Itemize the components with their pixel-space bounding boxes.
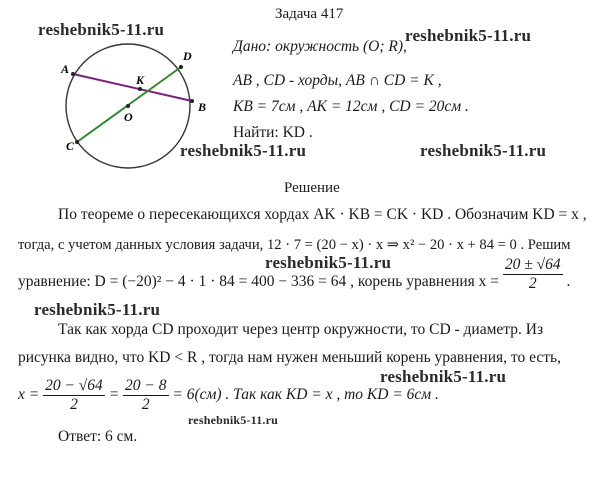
- solution-p2-line2: рисунка видно, что KD < R , тогда нам нужен меньший корень уравнения, то есть,: [18, 349, 561, 366]
- roots-fraction: [503, 256, 563, 293]
- label-a: A: [61, 62, 70, 76]
- conclusion-text: = 6(см) . Так как KD = x , то KD = 6см .: [172, 386, 439, 404]
- given-line-3: KB = 7см , AK = 12см , CD = 20см .: [233, 98, 469, 115]
- watermark: reshebnik5-11.ru: [188, 413, 278, 427]
- simplified-fraction-den: 2: [141, 396, 150, 413]
- simplified-fraction-num: 20 − 8: [125, 377, 167, 394]
- small-root-fraction-den: 2: [70, 396, 78, 413]
- roots-fraction-num: 20 ± √64: [504, 256, 561, 273]
- point-c: [75, 140, 79, 144]
- discriminant-text: уравнение: D = (−20)² − 4 · 1 · 84 = 400 − 336 = 64 , корень уравнения x =: [18, 273, 500, 291]
- label-b: B: [198, 100, 207, 114]
- roots-fraction-den: 2: [528, 275, 537, 292]
- point-d: [179, 65, 183, 69]
- simplified-fraction: [123, 377, 168, 414]
- label-k: K: [136, 73, 145, 87]
- chord-ab: [73, 74, 192, 101]
- label-d: D: [183, 49, 192, 63]
- solution-heading: Решение: [284, 180, 340, 196]
- watermark: reshebnik5-11.ru: [38, 20, 165, 39]
- solution-p1-line3: уравнение: D = (−20)² − 4 · 1 · 84 = 400 − 336 = 64 , корень уравнения x = $\frac{20 \pm √64}{2}$ .: [18, 256, 571, 292]
- watermark: reshebnik5-11.ru: [34, 300, 161, 319]
- given-line-2: AB , CD - хорды, AB ∩ CD = K ,: [233, 72, 442, 89]
- watermark: reshebnik5-11.ru: [265, 253, 392, 272]
- point-k: [138, 87, 142, 91]
- small-root-fraction: [43, 377, 105, 414]
- watermark: reshebnik5-11.ru: [380, 367, 507, 386]
- equals-sign: =: [108, 386, 120, 404]
- watermark: reshebnik5-11.ru: [180, 141, 307, 160]
- label-o: O: [124, 110, 133, 124]
- x-equals: x =: [18, 386, 40, 404]
- answer-line: Ответ: 6 см.: [58, 428, 138, 445]
- small-root-fraction-num: 20 − √64: [45, 377, 103, 394]
- task-title: Задача 417: [275, 6, 344, 22]
- label-c: C: [66, 139, 75, 153]
- watermark: reshebnik5-11.ru: [420, 141, 547, 160]
- solution-p2-line1: Так как хорда CD проходит через центр окружности, то CD - диаметр. Из: [58, 321, 544, 338]
- point-a: [71, 72, 75, 76]
- solution-p1-line2: тогда, с учетом данных условия задачи, 12 · 7 = (20 − x) · x ⇒ x² − 20 · x + 84 = 0 . Решим: [18, 237, 571, 253]
- point-o: [126, 104, 130, 108]
- find-line: Найти: KD .: [233, 124, 313, 141]
- solution-p1-line1: По теореме о пересекающихся хордах AK · KB = CK · KD . Обозначим KD = x ,: [58, 206, 587, 223]
- given-line-1: Дано: окружность (O; R),: [233, 38, 407, 55]
- point-b: [190, 99, 194, 103]
- watermark: reshebnik5-11.ru: [405, 26, 532, 45]
